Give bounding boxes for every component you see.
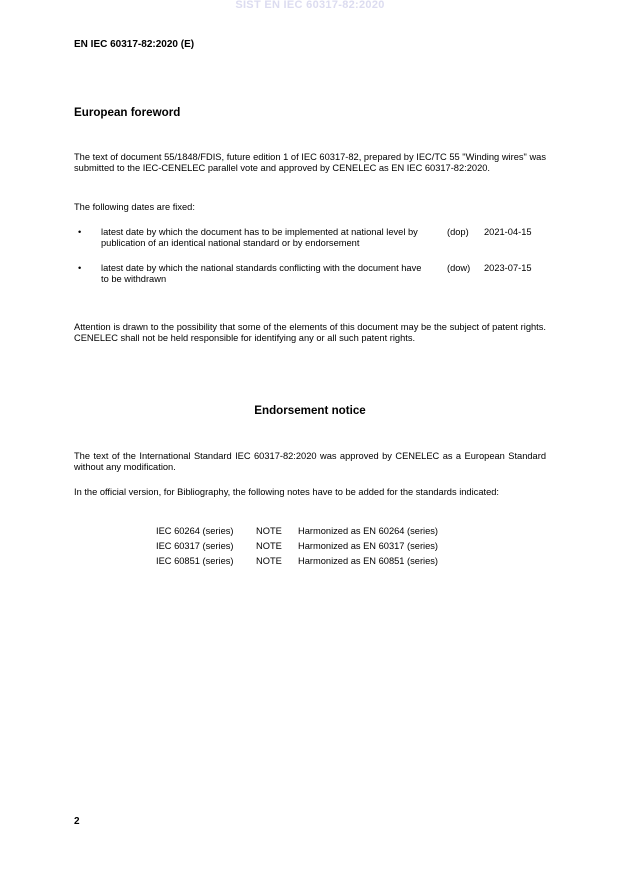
date-item-text: latest date by which the document has to be implemented at national level by publication of an identical national standard or by endorsement [101, 227, 418, 249]
note-label: NOTE [256, 526, 282, 536]
foreword-paragraph-3: Attention is drawn to the possibility that some of the elements of this document may be the subject of patent rights. CENELEC shall not be held responsible for identifying any or all such patent rights. [74, 322, 546, 344]
date-item-dow [74, 263, 546, 287]
note-label: NOTE [256, 556, 282, 566]
endorsement-heading: Endorsement notice [254, 404, 366, 417]
note-standard: IEC 60317 (series) [156, 541, 234, 551]
foreword-paragraph-1: The text of document 55/1848/FDIS, future edition 1 of IEC 60317-82, prepared by IEC/TC 55 "Winding wires" was submitted to the IEC-CENELEC parallel vote and approved by CENELEC as EN IEC 60317-82:2020. [74, 152, 546, 174]
date-item-date: 2021-04-15 [484, 227, 532, 237]
date-item-code: (dop) [447, 227, 469, 237]
note-row [156, 541, 476, 556]
foreword-paragraph-2: The following dates are fixed: [74, 202, 195, 212]
note-text: Harmonized as EN 60264 (series) [298, 526, 439, 536]
notes-list [156, 526, 476, 571]
note-standard: IEC 60264 (series) [156, 526, 234, 536]
bullet-icon: • [78, 227, 82, 237]
note-text: Harmonized as EN 60851 (series) [298, 556, 439, 566]
note-row [156, 556, 476, 571]
note-row [156, 526, 476, 541]
bullet-icon: • [78, 263, 82, 273]
date-item-date: 2023-07-15 [484, 263, 532, 273]
watermark: SIST EN IEC 60317-82:2020 [235, 0, 385, 11]
endorsement-paragraph-1: The text of the International Standard IEC 60317-82:2020 was approved by CENELEC as a European Standard without any modification. [74, 451, 546, 473]
foreword-heading: European foreword [74, 106, 181, 119]
note-label: NOTE [256, 541, 282, 551]
note-standard: IEC 60851 (series) [156, 556, 234, 566]
date-item-text: latest date by which the national standards conflicting with the document have to be withdrawn [101, 263, 422, 285]
endorsement-paragraph-2: In the official version, for Bibliography, the following notes have to be added for the standards indicated: [74, 487, 499, 497]
document-id: EN IEC 60317-82:2020 (E) [74, 39, 195, 50]
date-item-code: (dow) [447, 263, 471, 273]
page-number: 2 [74, 816, 80, 827]
note-text: Harmonized as EN 60317 (series) [298, 541, 439, 551]
date-item-dop [74, 227, 546, 251]
